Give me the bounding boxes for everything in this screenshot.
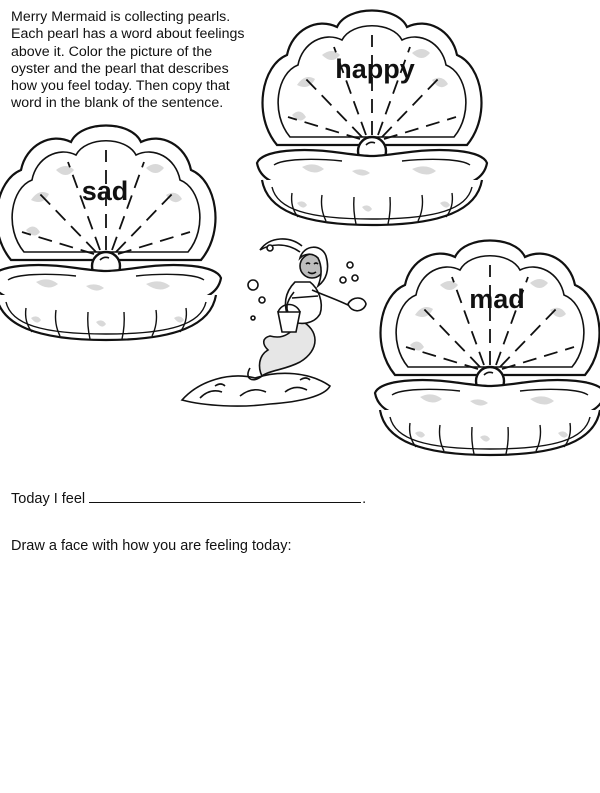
instruction-line: word in the blank of the sentence. [11,95,224,112]
oyster-shell-icon [257,11,487,226]
instruction-line: oyster and the pearl that describes [11,60,229,77]
instruction-line: Each pearl has a word about feelings [11,26,245,43]
oyster-word-happy: happy [335,54,415,84]
drawing-area[interactable] [11,565,589,785]
sentence-suffix: . [362,491,367,507]
oyster-happy[interactable] [257,11,487,226]
feeling-blank[interactable] [89,490,361,503]
oyster-shell-icon [0,126,221,341]
sentence-line [11,490,366,507]
mermaid-illustration [182,239,366,406]
instruction-line: Merry Mermaid is collecting pearls. [11,9,231,25]
oyster-word-sad: sad [81,176,129,206]
oyster-word-mad: mad [469,284,525,314]
oyster-mad[interactable] [375,241,600,456]
oyster-shell-icon [375,241,600,456]
instruction-line: how you feel today. Then copy that [11,78,230,95]
instruction-line: above it. Color the picture of the [11,43,213,60]
sentence-prefix: Today I feel [11,491,86,507]
draw-prompt: Draw a face with how you are feeling today: [11,538,292,554]
oyster-sad[interactable] [0,126,221,341]
